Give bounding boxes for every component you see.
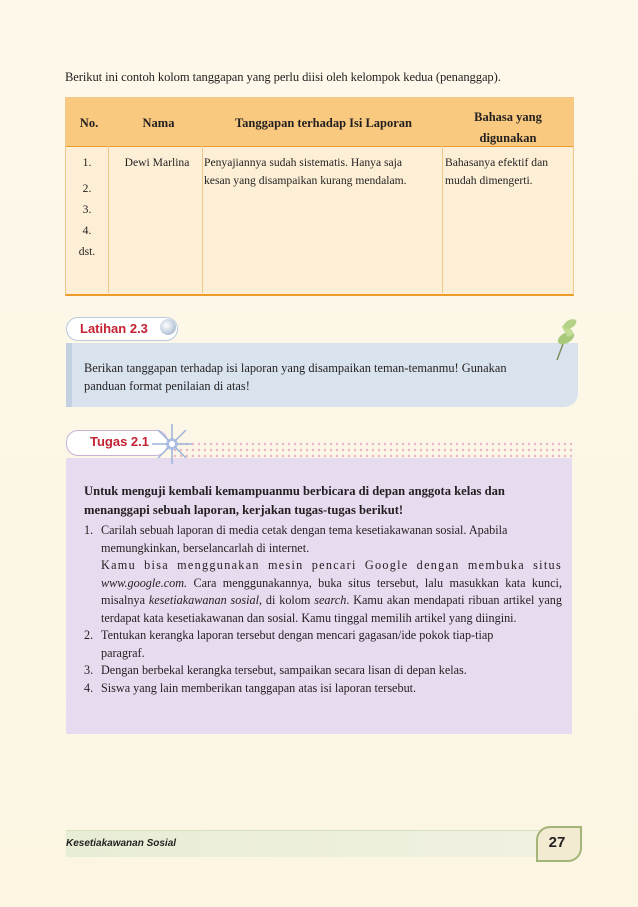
header-no: No. [79,116,99,130]
list-item [84,627,562,662]
number-column [72,154,102,261]
tugas-intro [84,482,564,520]
tugas-intro-line2: menanggapi sebuah laporan, kerjakan tugas-tugas berikut! [84,503,404,517]
decorative-dot-strip [172,441,572,459]
item-text: Tentukan kerangka laporan tersebut dengan mencari gagasan/ide pokok tiap-tiap [101,628,494,642]
row-number: 4. [82,224,92,237]
item-number: 2. [84,628,94,642]
column-divider [202,146,203,293]
cell-tanggapan [204,154,442,190]
search-term-text: search [314,593,347,607]
latihan-line1: Berikan tanggapan terhadap isi laporan yang disampaikan teman-temanmu! Gunakan [84,361,507,375]
cell-bahasa-line1: Bahasanya efektif dan [445,156,549,169]
column-divider [108,146,109,293]
response-table [65,97,574,296]
tugas-list [84,522,562,697]
item-number: 4. [84,680,94,695]
header-tanggapan: Tanggapan terhadap Isi Laporan [234,116,413,130]
table-header-row [66,98,573,147]
row-number: 1. [82,156,92,169]
item-text: Dengan berbekal kerangka tersebut, sampaikan secara lisan di depan kelas. [101,663,467,677]
item-text: Siswa yang lain memberikan tanggapan atas isi laporan tersebut. [101,680,417,695]
latihan-title: Latihan 2.3 [80,321,148,336]
tugas-intro-line1: Untuk menguji kembali kemampuanmu berbicara di depan anggota kelas dan [84,484,505,498]
page-number: 27 [548,834,566,851]
cell-bahasa-line2: mudah dimengerti. [445,174,533,187]
item-text: Kamu bisa menggunakan mesin pencari Google dengan membuka situs [101,558,562,572]
list-item [84,662,562,680]
latihan-line2: panduan format penilaian di atas! [84,379,250,393]
item-text: Cara menggunakannya, buka situs tersebut, lalu masukkan kata kunci, misalnya [101,575,562,607]
header-bahasa-line2: digunakan [479,131,537,145]
row-number: dst. [78,245,96,258]
item-paragraph [101,557,562,627]
item-text: . Kamu akan mendapati ribuan artikel yang terdapat kata kesetiakawanan dan sosial. Kamu tinggal memilih artikel yang diingini. [101,593,562,625]
header-nama: Nama [142,116,175,130]
header-bahasa-line1: Bahasa yang [474,110,542,124]
cell-tanggapan-line1: Penyajiannya sudah sistematis. Hanya saja [204,156,403,169]
cell-nama: Dewi Marlina [124,156,190,169]
latihan-instructions [84,359,564,395]
row-number: 3. [82,203,92,216]
google-link-text: www.google.com. [101,575,188,590]
bullet-circle-icon [160,319,176,335]
cell-bahasa [445,154,571,190]
intro-paragraph: Berikut ini contoh kolom tanggapan yang perlu diisi oleh kelompok kedua (penanggap). [65,70,501,84]
item-text: memungkinkan, berselancarlah di internet. [101,540,310,555]
push-pin-icon [548,318,578,364]
sparkle-star-icon [150,422,194,466]
keyword-text: kesetiakawanan sosial [148,593,260,607]
item-number: 3. [84,663,94,677]
list-item [84,522,562,627]
item-text: paragraf. [101,645,145,660]
tugas-title: Tugas 2.1 [90,434,150,449]
column-divider [442,146,443,293]
list-item [84,680,562,698]
item-text: Carilah sebuah laporan di media cetak dengan tema kesetiakawanan sosial. Apabila [101,523,508,537]
item-text: , di kolom [259,593,315,607]
item-number: 1. [84,523,94,537]
row-number: 2. [82,182,92,195]
book-title: Kesetiakawanan Sosial [66,838,177,849]
cell-tanggapan-line2: kesan yang disampaikan kurang mendalam. [204,174,407,187]
header-bahasa [444,107,572,149]
